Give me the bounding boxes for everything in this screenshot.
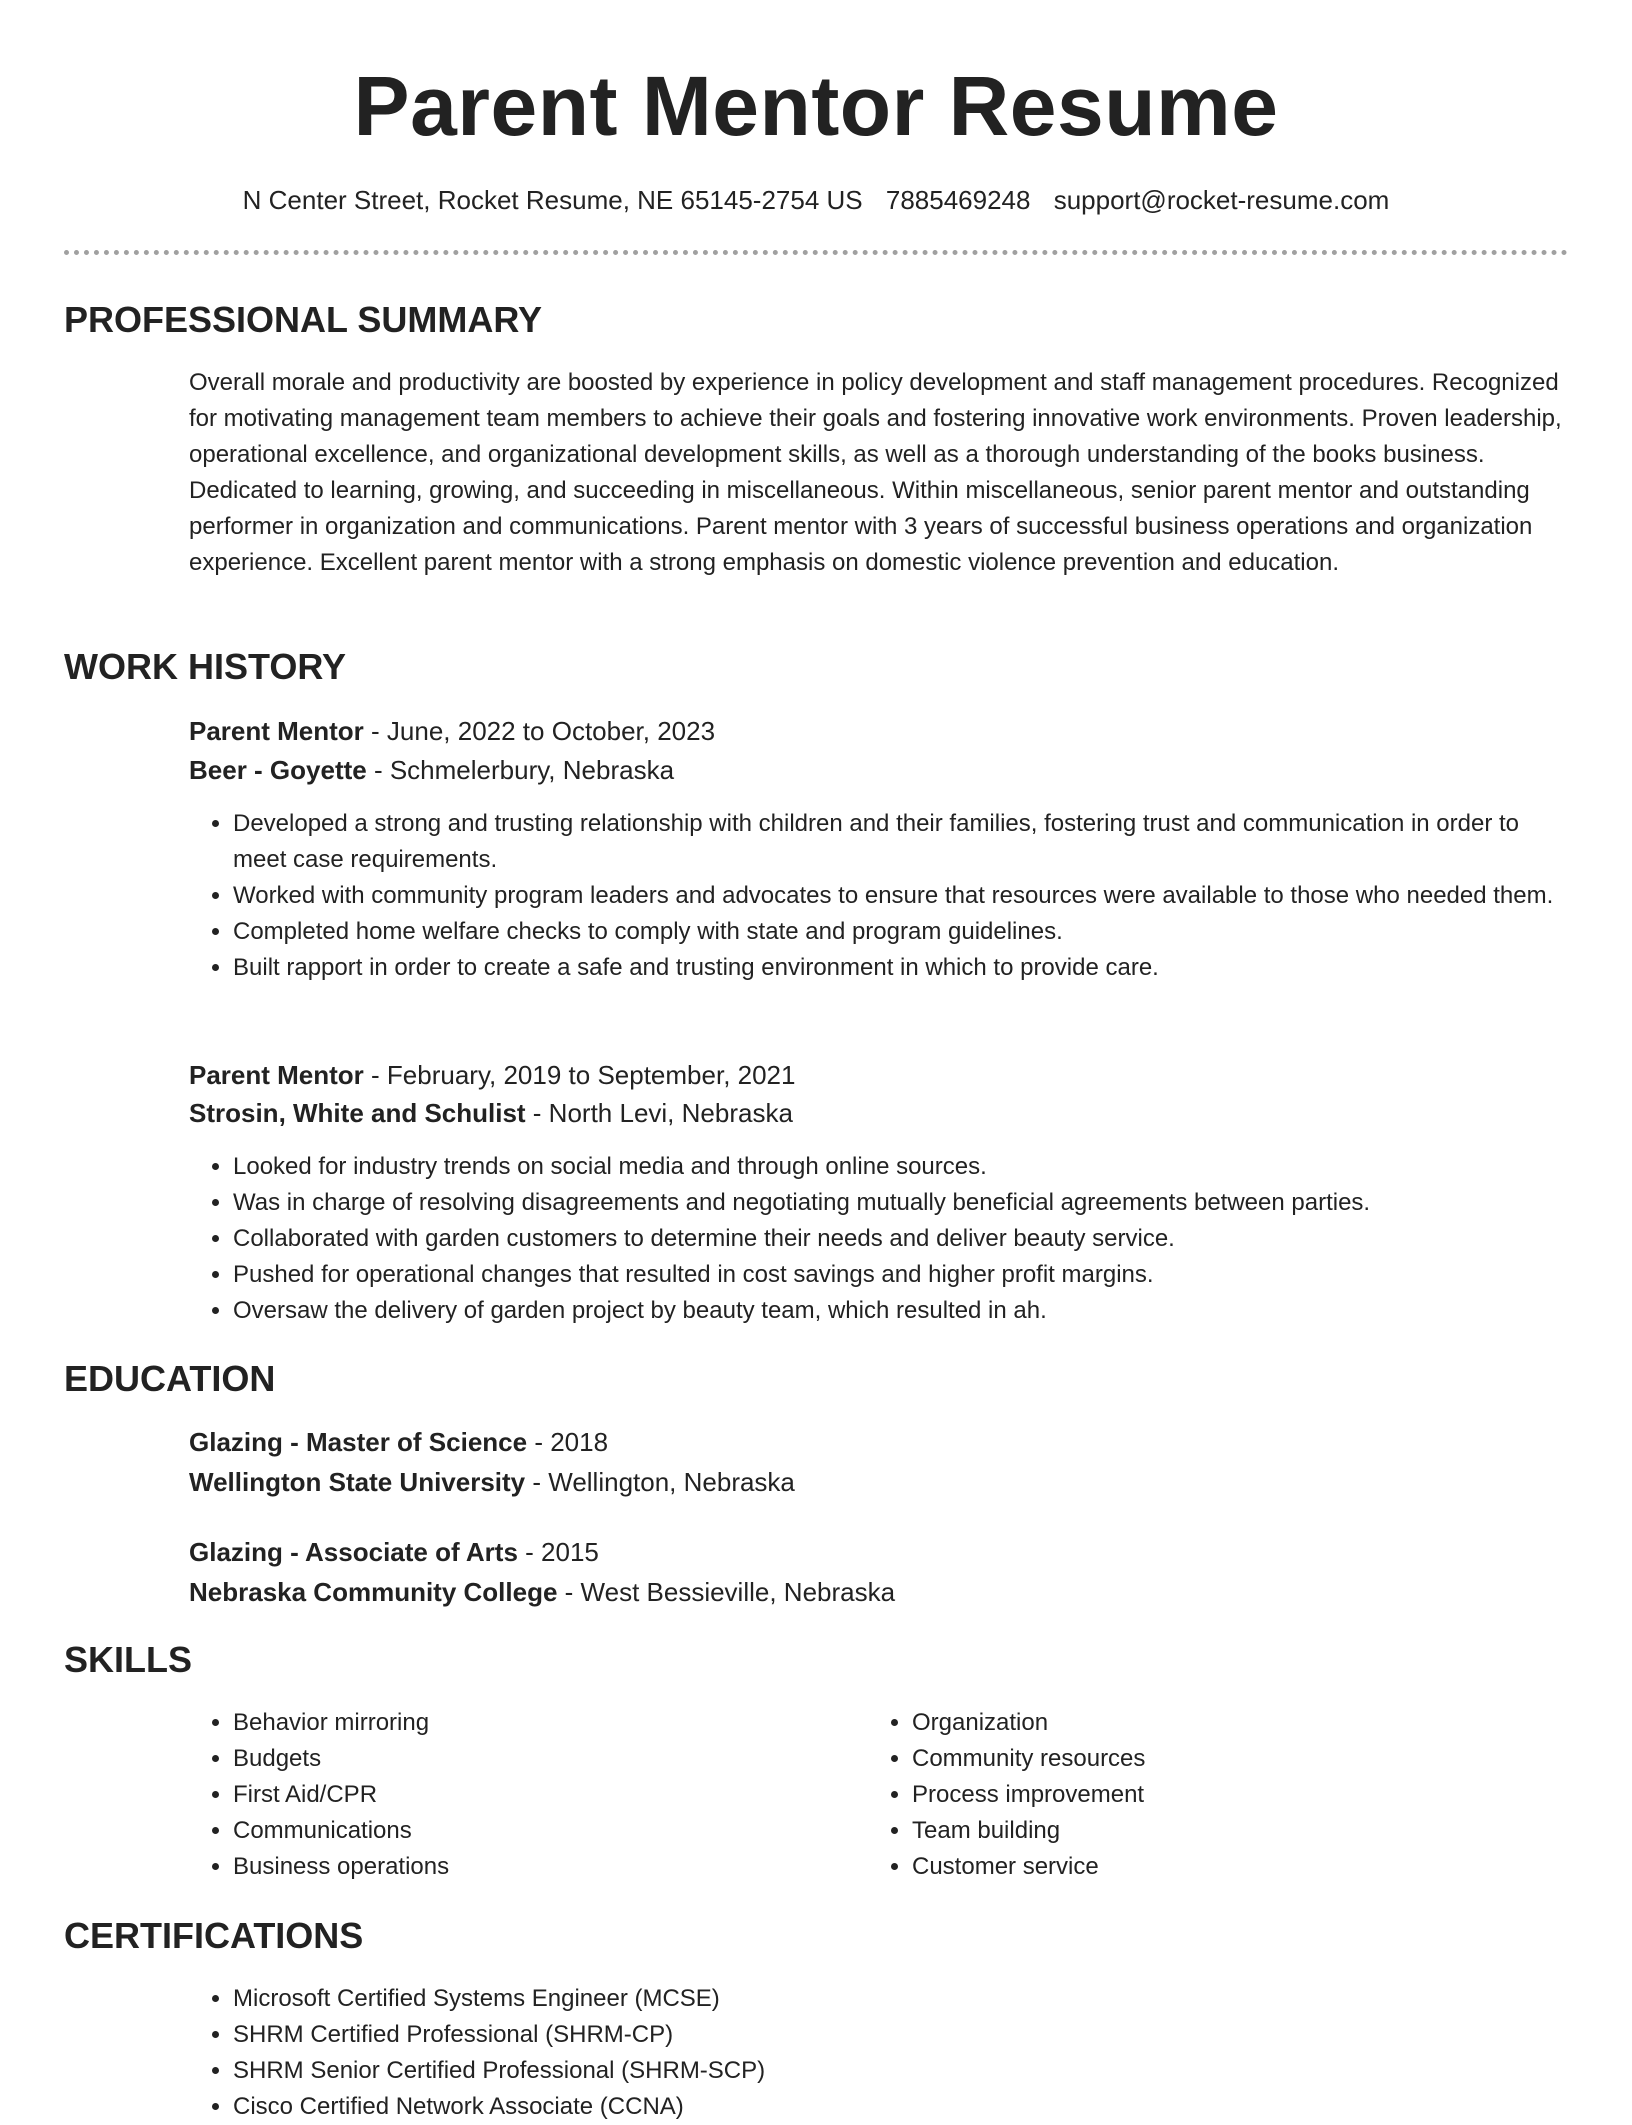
- list-item: • Completed home welfare checks to comply with state and program guidelines.: [233, 914, 1569, 950]
- education-2-degree: Glazing - Associate of Arts: [189, 1537, 518, 1567]
- education-2-degree-line: [189, 1533, 599, 1571]
- education-1-school: Wellington State University: [189, 1467, 526, 1497]
- job-2-company: Strosin, White and Schulist: [189, 1098, 526, 1128]
- list-item: • Oversaw the delivery of garden project by beauty team, which resulted in ah.: [233, 1293, 1569, 1329]
- job-1-dates: - June, 2022 to October, 2023: [363, 716, 716, 746]
- list-item: • First Aid/CPR: [233, 1777, 873, 1813]
- job-1-title: Parent Mentor: [189, 716, 364, 746]
- list-item: • Team building: [912, 1813, 1552, 1849]
- education-1-degree: Glazing - Master of Science: [189, 1427, 528, 1457]
- job-1-title-line: [189, 712, 715, 750]
- list-item: • Pushed for operational changes that resulted in cost savings and higher profit margins.: [233, 1257, 1569, 1293]
- list-item: • Community resources: [912, 1741, 1552, 1777]
- contact-email: support@rocket-resume.com: [1053, 185, 1390, 215]
- education-1-degree-line: [189, 1423, 608, 1461]
- contact-address: N Center Street, Rocket Resume, NE 65145-2754 US: [242, 185, 863, 215]
- job-1-bullets: [189, 806, 1569, 986]
- job-1-company: Beer - Goyette: [189, 755, 367, 785]
- skills-heading: SKILLS: [64, 1639, 193, 1680]
- contact-phone: 7885469248: [885, 185, 1031, 215]
- education-2-year: - 2015: [517, 1537, 599, 1567]
- list-item: • Behavior mirroring: [233, 1705, 873, 1741]
- education-heading: EDUCATION: [64, 1358, 276, 1399]
- education-2-school: Nebraska Community College: [189, 1577, 558, 1607]
- list-item: • Business operations: [233, 1849, 873, 1885]
- job-1-company-line: [189, 751, 674, 789]
- education-1-location: - Wellington, Nebraska: [525, 1467, 795, 1497]
- job-2-dates: - February, 2019 to September, 2021: [363, 1060, 796, 1090]
- skills-list-left: [189, 1705, 873, 1885]
- list-item: • Was in charge of resolving disagreements and negotiating mutually beneficial agreements between parties.: [233, 1185, 1569, 1221]
- summary-heading: PROFESSIONAL SUMMARY: [64, 299, 543, 340]
- job-2-company-line: [189, 1094, 793, 1132]
- resume-title: Parent Mentor Resume: [353, 59, 1279, 153]
- list-item: • SHRM Certified Professional (SHRM-CP): [233, 2017, 1533, 2053]
- education-2-location: - West Bessieville, Nebraska: [557, 1577, 896, 1607]
- job-2-title-line: [189, 1056, 795, 1094]
- list-item: • Developed a strong and trusting relationship with children and their families, fostering trust and communication in order to meet case requirements.: [233, 806, 1569, 878]
- education-1-school-line: [189, 1463, 795, 1501]
- list-item: • Worked with community program leaders and advocates to ensure that resources were available to those who needed them.: [233, 878, 1569, 914]
- skills-list-right: [868, 1705, 1552, 1885]
- job-1-location: - Schmelerbury, Nebraska: [366, 755, 675, 785]
- job-2-bullets: [189, 1149, 1569, 1329]
- list-item: • Collaborated with garden customers to determine their needs and deliver beauty service.: [233, 1221, 1569, 1257]
- header-divider: [64, 250, 1568, 255]
- list-item: • Built rapport in order to create a safe and trusting environment in which to provide care.: [233, 950, 1569, 986]
- job-2-location: - North Levi, Nebraska: [525, 1098, 793, 1128]
- education-2-school-line: [189, 1573, 895, 1611]
- list-item: • Microsoft Certified Systems Engineer (MCSE): [233, 1981, 1533, 2017]
- work-history-heading: WORK HISTORY: [64, 646, 347, 687]
- list-item: • Organization: [912, 1705, 1552, 1741]
- list-item: • Communications: [233, 1813, 873, 1849]
- list-item: • Customer service: [912, 1849, 1552, 1885]
- summary-text: Overall morale and productivity are boosted by experience in policy development and staff management procedures. Recognized for motivating management team members to achieve their goals and fostering innovative work environments. Proven leadership, operational excellence, and organizational development skills, as well as a thorough understanding of the books business. Dedicated to learning, growing, and succeeding in miscellaneous. Within miscellaneous, senior parent mentor and outstanding performer in organization and communications. Parent mentor with 3 years of successful business operations and organization experience. Excellent parent mentor with a strong emphasis on domestic violence prevention and education.: [189, 369, 1562, 576]
- list-item: • Cisco Certified Network Associate (CCNA): [233, 2089, 1533, 2125]
- list-item: • Looked for industry trends on social media and through online sources.: [233, 1149, 1569, 1185]
- list-item: • Budgets: [233, 1741, 873, 1777]
- certifications-list: [189, 1981, 1533, 2125]
- list-item: • SHRM Senior Certified Professional (SHRM-SCP): [233, 2053, 1533, 2089]
- education-1-year: - 2018: [527, 1427, 609, 1457]
- list-item: • Process improvement: [912, 1777, 1552, 1813]
- certifications-heading: CERTIFICATIONS: [64, 1915, 364, 1956]
- contact-line: [0, 182, 1632, 218]
- job-2-title: Parent Mentor: [189, 1060, 364, 1090]
